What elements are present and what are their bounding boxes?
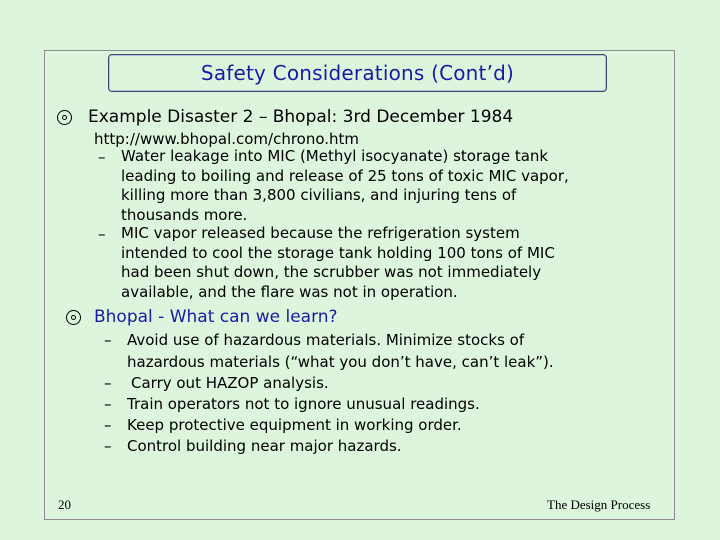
bullet2-item-1 (127, 330, 554, 373)
text-line: MIC vapor released because the refrigeration system (121, 224, 520, 242)
text-line: leading to boiling and release of 25 tons of toxic MIC vapor, (121, 166, 569, 185)
text-line: thousands more. (121, 205, 248, 224)
bullet2-item-3: Train operators not to ignore unusual readings. (127, 395, 480, 413)
text-line: intended to cool the storage tank holding 100 tons of MIC (121, 243, 555, 262)
dash-marker: – (104, 395, 112, 413)
text-line: Water leakage into MIC (Methyl isocyanate) storage tank (121, 147, 549, 165)
bullet2-item-4: Keep protective equipment in working order. (127, 416, 462, 434)
bullet1-item-1 (121, 147, 569, 225)
text-line: had been shut down, the scrubber was not immediately (121, 263, 542, 281)
bullet2-item-5: Control building near major hazards. (127, 437, 402, 455)
dash-marker: – (104, 374, 112, 392)
title-box (108, 54, 607, 92)
dash-marker: – (104, 437, 112, 455)
text-line: killing more than 3,800 civilians, and injuring tens of (121, 186, 517, 204)
dash-marker: – (98, 148, 106, 166)
text-line: hazardous materials (“what you don’t have, can’t leak”). (127, 352, 554, 371)
bullet1-heading: Example Disaster 2 – Bhopal: 3rd December 1984 (88, 107, 514, 127)
dash-marker: – (104, 416, 112, 434)
bullet1-item-2 (121, 224, 555, 302)
dash-marker: – (98, 225, 106, 243)
bullet-ring-icon (57, 110, 72, 125)
footer-text: The Design Process (547, 497, 651, 512)
dash-marker: – (104, 331, 112, 349)
bullet-ring-icon (66, 310, 81, 325)
page-number: 20 (58, 497, 71, 512)
text-line: available, and the flare was not in operation. (121, 282, 458, 301)
bullet2-item-2: Carry out HAZOP analysis. (131, 374, 329, 392)
bullet2-heading: Bhopal - What can we learn? (94, 307, 338, 327)
bhopal-url: http://www.bhopal.com/chrono.htm (94, 130, 360, 148)
slide-title: Safety Considerations (Cont’d) (200, 61, 515, 85)
text-line: Avoid use of hazardous materials. Minimize stocks of (127, 331, 525, 349)
